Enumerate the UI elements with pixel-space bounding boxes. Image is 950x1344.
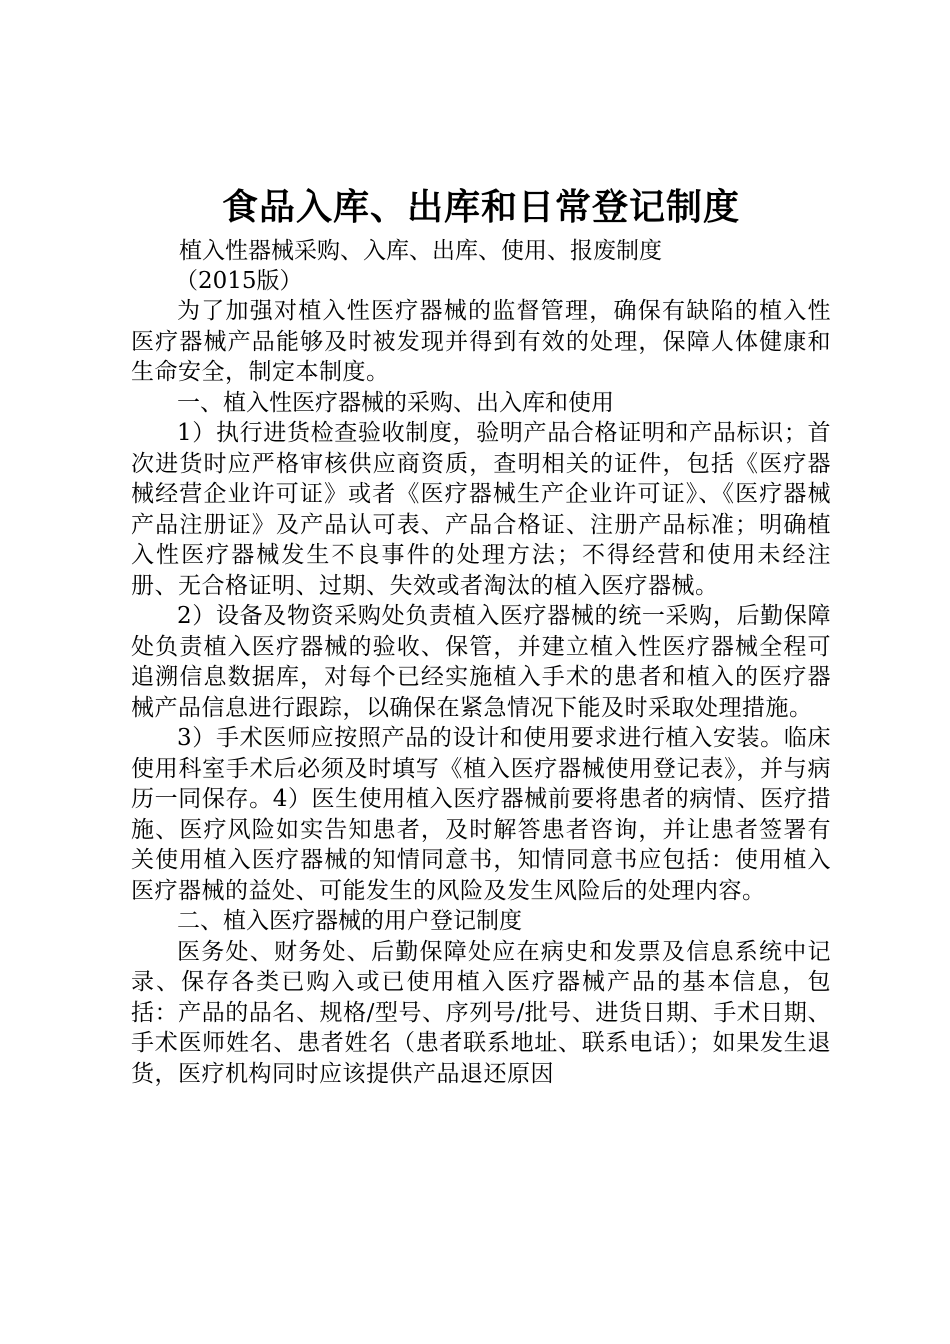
document-edition: （2015版）	[175, 268, 303, 294]
section-2-heading: 二、植入医疗器械的用户登记制度	[177, 908, 522, 934]
section-1-item-1: 1）执行进货检查验收制度，验明产品合格证明和产品标识；首次进货时应严格审核供应商资质，查明相关的证件，包括《医疗器械经营企业许可证》或者《医疗器械生产企业许可证》、《医疗器械产品注册证》及产品认可表、产品合格证、注册产品标准；明确植入性医疗器械发生不良事件的处理方法；不得经营和使用未经注册、无合格证明、过期、失效或者淘汰的植入医疗器械。	[131, 420, 831, 599]
document-title: 食品入库、出库和日常登记制度	[221, 187, 740, 228]
section-1-heading: 一、植入性医疗器械的采购、出入库和使用	[177, 389, 614, 416]
section-2-body: 医务处、财务处、后勤保障处应在病史和发票及信息系统中记录、保存各类已购入或已使用植入医疗器械产品的基本信息，包括：产品的品名、规格/型号、序列号/批号、进货日期、手术日期、手术医师姓名、患者姓名（患者联系地址、联系电话）；如果发生退货，医疗机构同时应该提供产品退还原因	[131, 938, 831, 1087]
section-1-item-2: 2）设备及物资采购处负责植入医疗器械的统一采购，后勤保障处负责植入医疗器械的验收、保管，并建立植入性医疗器械全程可追溯信息数据库，对每个已经实施植入手术的患者和植入的医疗器械产品信息进行跟踪，以确保在紧急情况下能及时采取处理措施。	[131, 603, 831, 721]
document-page	[131, 180, 831, 1089]
intro-paragraph: 为了加强对植入性医疗器械的监督管理，确保有缺陷的植入性医疗器械产品能够及时被发现并得到有效的处理，保障人体健康和生命安全，制定本制度。	[131, 298, 831, 385]
document-subtitle: 植入性器械采购、入库、出库、使用、报废制度	[179, 238, 662, 264]
section-1-item-3: 3）手术医师应按照产品的设计和使用要求进行植入安装。临床使用科室手术后必须及时填写《植入医疗器械使用登记表》，并与病历一同保存。4）医生使用植入医疗器械前要将患者的病情、医疗措施、医疗风险如实告知患者，及时解答患者咨询，并让患者签署有关使用植入医疗器械的知情同意书，知情同意书应包括：使用植入医疗器械的益处、可能发生的风险及发生风险后的处理内容。	[131, 725, 831, 904]
